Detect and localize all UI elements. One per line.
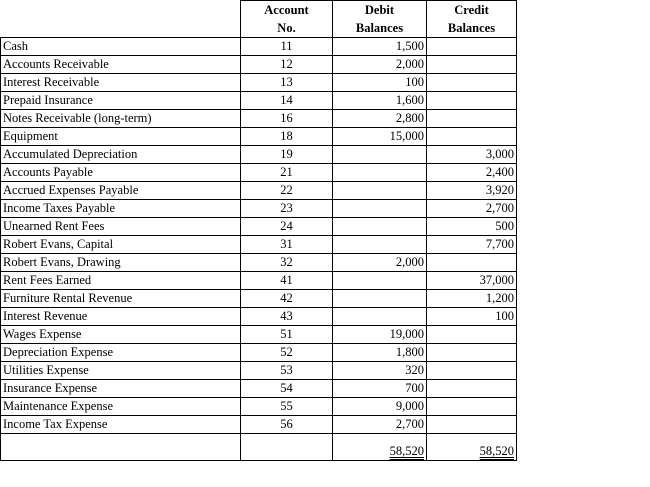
account-name: Accumulated Depreciation — [1, 146, 241, 164]
debit-balance: 2,000 — [333, 254, 427, 272]
table-row — [1, 74, 517, 92]
account-name: Interest Receivable — [1, 74, 241, 92]
account-number: 52 — [241, 344, 333, 362]
credit-balance — [427, 74, 517, 92]
credit-balance: 2,400 — [427, 164, 517, 182]
table-row — [1, 362, 517, 380]
account-number: 19 — [241, 146, 333, 164]
debit-balance: 15,000 — [333, 128, 427, 146]
account-name: Income Tax Expense — [1, 416, 241, 434]
account-name: Utilities Expense — [1, 362, 241, 380]
account-number: 55 — [241, 398, 333, 416]
debit-balance: 2,800 — [333, 110, 427, 128]
debit-balance: 19,000 — [333, 326, 427, 344]
debit-balance: 100 — [333, 74, 427, 92]
credit-balance — [427, 110, 517, 128]
account-name: Prepaid Insurance — [1, 92, 241, 110]
account-no-header-line2: No. — [241, 19, 333, 38]
credit-balance: 7,700 — [427, 236, 517, 254]
debit-balance: 1,500 — [333, 38, 427, 56]
credit-balance — [427, 344, 517, 362]
debit-balance — [333, 272, 427, 290]
debit-balance — [333, 290, 427, 308]
credit-balance — [427, 362, 517, 380]
table-row — [1, 128, 517, 146]
table-row — [1, 218, 517, 236]
table-row — [1, 38, 517, 56]
totals-no-cell — [241, 434, 333, 461]
table-row — [1, 56, 517, 74]
account-number: 24 — [241, 218, 333, 236]
debit-balance: 320 — [333, 362, 427, 380]
table-row — [1, 200, 517, 218]
account-name: Interest Revenue — [1, 308, 241, 326]
account-name: Equipment — [1, 128, 241, 146]
credit-balance: 3,000 — [427, 146, 517, 164]
account-no-header-line1: Account — [241, 1, 333, 20]
account-number: 14 — [241, 92, 333, 110]
account-number: 43 — [241, 308, 333, 326]
table-row — [1, 182, 517, 200]
debit-balance — [333, 164, 427, 182]
credit-balance: 2,700 — [427, 200, 517, 218]
credit-balance: 500 — [427, 218, 517, 236]
debit-balance — [333, 146, 427, 164]
account-name: Insurance Expense — [1, 380, 241, 398]
account-number: 13 — [241, 74, 333, 92]
account-number: 12 — [241, 56, 333, 74]
debit-balance — [333, 182, 427, 200]
account-name: Rent Fees Earned — [1, 272, 241, 290]
table-row — [1, 236, 517, 254]
table-row — [1, 164, 517, 182]
account-name: Depreciation Expense — [1, 344, 241, 362]
credit-balance — [427, 38, 517, 56]
credit-balance — [427, 416, 517, 434]
table-row — [1, 398, 517, 416]
credit-balance — [427, 56, 517, 74]
debit-balance — [333, 200, 427, 218]
debit-balance: 2,000 — [333, 56, 427, 74]
table-row — [1, 92, 517, 110]
credit-balance — [427, 92, 517, 110]
account-name: Robert Evans, Drawing — [1, 254, 241, 272]
account-number: 42 — [241, 290, 333, 308]
totals-row — [1, 434, 517, 461]
account-name: Furniture Rental Revenue — [1, 290, 241, 308]
debit-header-line2: Balances — [333, 19, 427, 38]
account-name: Accounts Receivable — [1, 56, 241, 74]
account-name: Accrued Expenses Payable — [1, 182, 241, 200]
account-name: Cash — [1, 38, 241, 56]
account-number: 18 — [241, 128, 333, 146]
credit-balance — [427, 380, 517, 398]
account-number: 31 — [241, 236, 333, 254]
debit-balance: 2,700 — [333, 416, 427, 434]
account-name: Maintenance Expense — [1, 398, 241, 416]
account-number: 56 — [241, 416, 333, 434]
account-number: 32 — [241, 254, 333, 272]
totals-label-cell — [1, 434, 241, 461]
total-debit-cell — [333, 434, 427, 461]
table-row — [1, 326, 517, 344]
table-row — [1, 416, 517, 434]
debit-balance — [333, 308, 427, 326]
credit-header-line1: Credit — [427, 1, 517, 20]
table-row — [1, 308, 517, 326]
account-number: 54 — [241, 380, 333, 398]
account-number: 23 — [241, 200, 333, 218]
account-number: 41 — [241, 272, 333, 290]
debit-balance: 9,000 — [333, 398, 427, 416]
account-number: 22 — [241, 182, 333, 200]
credit-balance: 100 — [427, 308, 517, 326]
account-number: 51 — [241, 326, 333, 344]
credit-balance: 37,000 — [427, 272, 517, 290]
credit-balance — [427, 254, 517, 272]
debit-balance — [333, 218, 427, 236]
debit-balance — [333, 236, 427, 254]
total-credit: 58,520 — [479, 444, 514, 458]
total-credit-cell — [427, 434, 517, 461]
header-blank-cell — [1, 1, 241, 38]
account-number: 21 — [241, 164, 333, 182]
account-name: Robert Evans, Capital — [1, 236, 241, 254]
account-number: 53 — [241, 362, 333, 380]
account-name: Income Taxes Payable — [1, 200, 241, 218]
credit-balance — [427, 326, 517, 344]
debit-header-line1: Debit — [333, 1, 427, 20]
credit-balance: 1,200 — [427, 290, 517, 308]
account-name: Unearned Rent Fees — [1, 218, 241, 236]
credit-header-line2: Balances — [427, 19, 517, 38]
account-number: 11 — [241, 38, 333, 56]
account-name: Wages Expense — [1, 326, 241, 344]
debit-balance: 1,600 — [333, 92, 427, 110]
table-row — [1, 146, 517, 164]
debit-balance: 1,800 — [333, 344, 427, 362]
total-debit: 58,520 — [389, 444, 424, 458]
credit-balance — [427, 398, 517, 416]
debit-balance: 700 — [333, 380, 427, 398]
account-number: 16 — [241, 110, 333, 128]
table-row — [1, 254, 517, 272]
account-name: Notes Receivable (long-term) — [1, 110, 241, 128]
table-row — [1, 344, 517, 362]
table-row — [1, 290, 517, 308]
table-row — [1, 272, 517, 290]
account-rows — [1, 38, 517, 434]
account-name: Accounts Payable — [1, 164, 241, 182]
table-row — [1, 110, 517, 128]
table-row — [1, 380, 517, 398]
credit-balance — [427, 128, 517, 146]
credit-balance: 3,920 — [427, 182, 517, 200]
